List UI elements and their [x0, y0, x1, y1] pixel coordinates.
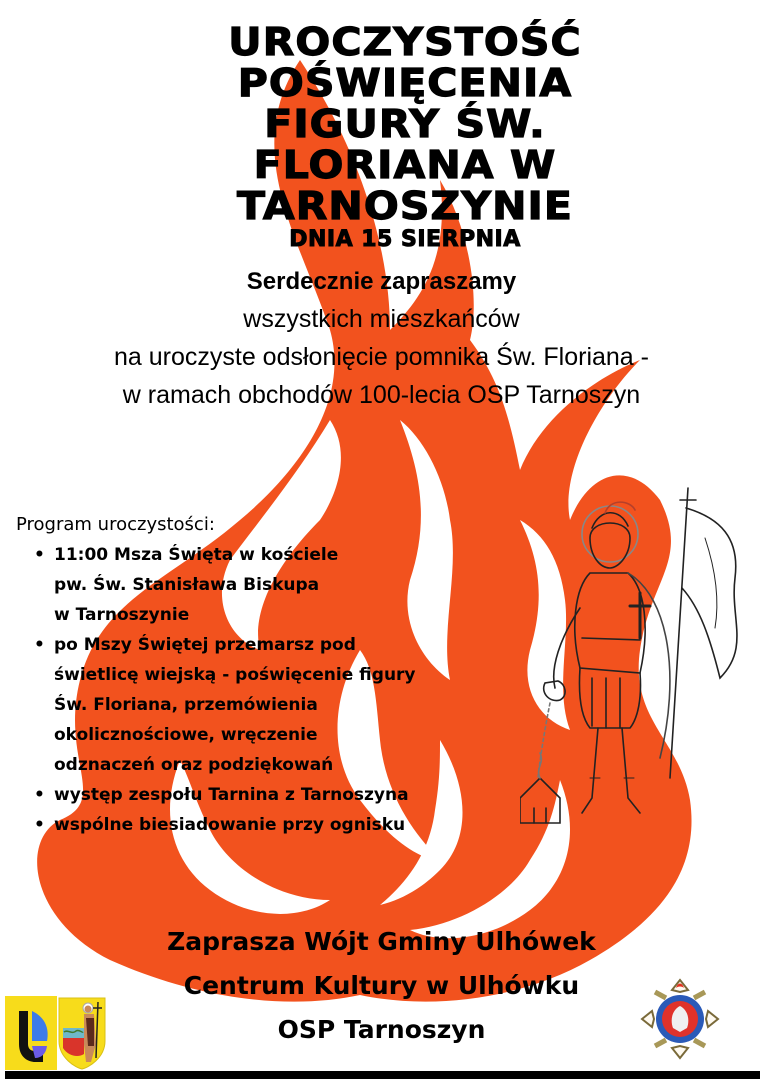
program-item-line: pw. Św. Stanisława Biskupa	[54, 575, 320, 595]
bullet-icon: •	[34, 545, 45, 565]
invitation-line: w ramach obchodów 100-lecia OSP Tarnoszyn	[122, 381, 641, 409]
program-item-line: Św. Floriana, przemówienia	[54, 695, 318, 715]
bullet-icon: •	[34, 785, 45, 805]
invitation-line: wszystkich mieszkańców	[243, 305, 520, 333]
program-item-line: wspólne biesiadowanie przy ognisku	[54, 815, 406, 835]
program-item-line: w Tarnoszynie	[54, 605, 190, 625]
saint-florian-illustration	[520, 478, 760, 838]
program-heading: Program uroczystości:	[16, 514, 215, 535]
program-item	[34, 780, 486, 810]
program-item-line: 11:00 Msza Święta w kościele	[54, 545, 339, 565]
program-item-line: świetlicę wiejską - poświęcenie figury	[54, 665, 416, 685]
organizer-line: Zaprasza Wójt Gminy Ulhówek	[167, 927, 596, 956]
event-title	[150, 22, 660, 253]
title-line: TARNOSZYNIE	[237, 184, 573, 228]
centrum-kultury-logo	[5, 996, 57, 1070]
program-item-line: po Mszy Świętej przemarsz pod	[54, 635, 356, 655]
program-item	[34, 630, 486, 780]
title-line: FIGURY ŚW.	[264, 102, 546, 146]
program-item	[34, 810, 486, 840]
organizer-line: Centrum Kultury w Ulhówku	[183, 971, 580, 1000]
title-line: POŚWIĘCENIA	[237, 61, 573, 105]
program-item	[34, 540, 486, 630]
bottom-bar	[5, 1071, 760, 1079]
title-line: FLORIANA W	[253, 143, 557, 187]
program-list	[16, 540, 486, 840]
invitation-greeting: Serdecznie zapraszamy	[246, 268, 517, 295]
bullet-icon: •	[34, 635, 45, 655]
organizer-line: OSP Tarnoszyn	[277, 1015, 486, 1044]
program-item-line: występ zespołu Tarnina z Tarnoszyna	[54, 785, 409, 805]
program-section	[16, 510, 486, 840]
program-item-line: odznaczeń oraz podziękowań	[54, 755, 334, 775]
gmina-coat-of-arms	[58, 996, 106, 1070]
event-date: DNIA 15 SIERPNIA	[289, 227, 521, 252]
invitation-line: na uroczyste odsłonięcie pomnika Św. Floriana -	[114, 343, 649, 371]
invitation-text	[0, 264, 763, 414]
title-line: UROCZYSTOŚĆ	[228, 20, 582, 64]
osp-badge	[640, 978, 720, 1060]
program-item-line: okolicznościowe, wręczenie	[54, 725, 318, 745]
bullet-icon: •	[34, 815, 45, 835]
